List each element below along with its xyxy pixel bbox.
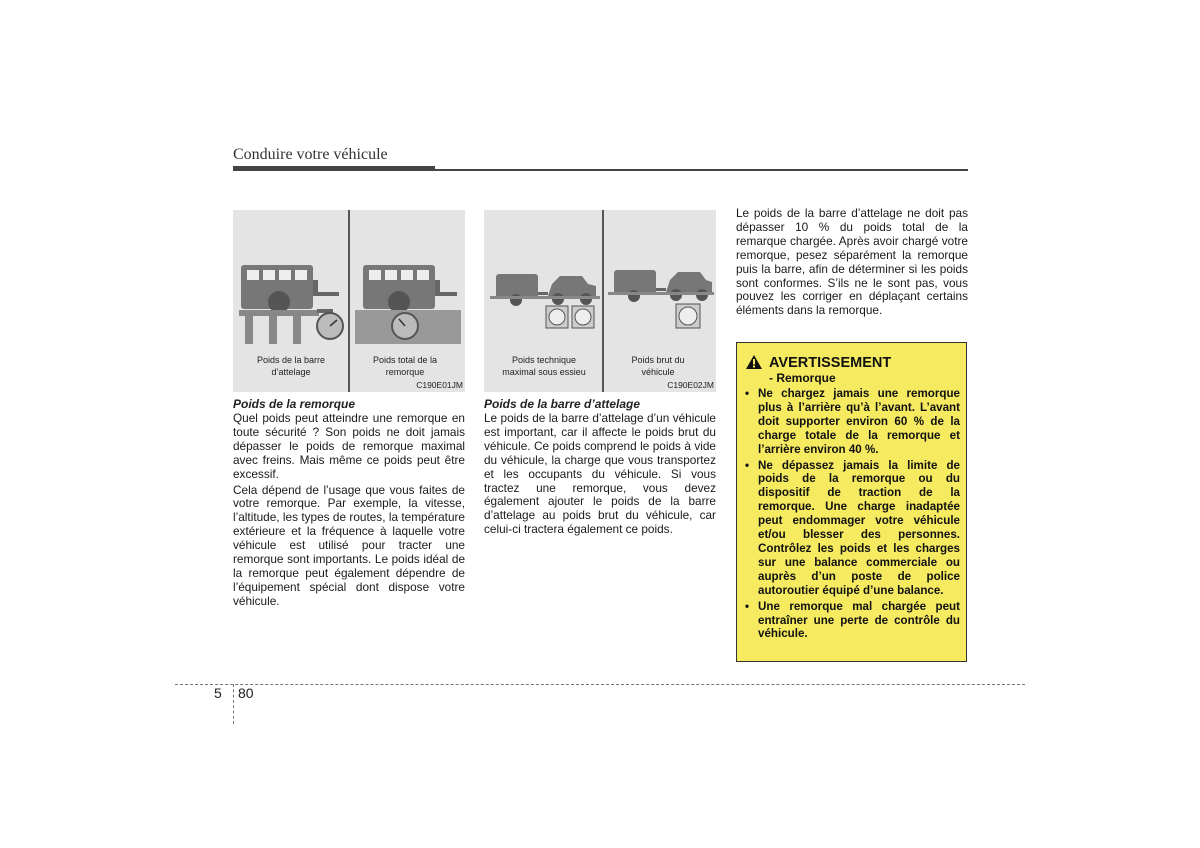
caption-gross-vehicle-weight: Poids brut du véhicule [631, 355, 685, 377]
car-right [666, 272, 712, 292]
body-text-column-1 [233, 412, 465, 611]
warning-title: AVERTISSEMENT [769, 355, 892, 371]
scale-front-axle [549, 309, 565, 325]
warning-triangle-icon [745, 354, 763, 370]
paragraph: Quel poids peut atteindre une remorque en toute sécurité ? Son poids ne doit jamais dépasser le poids de remorque maximal avec freins. Mais même ce poids peut être excessif. [233, 411, 465, 481]
paragraph: Cela dépend de l’usage que vous faites de votre remorque. Par exemple, la vitesse, l’altitude, les types de routes, la température extérieure et la fréquence à laquelle votre véhicule est utilisé pour tracter une remorque sont importants. Le poids idéal de la remorque peut également dépendre de l’équipement spécial dont dispose votre véhicule. [233, 482, 465, 608]
figure-code: C190E02JM [667, 380, 714, 390]
header-rule-thin [435, 169, 968, 171]
warning-subtitle: - Remorque [769, 371, 836, 385]
warning-item: • Une remorque mal chargée peut entraîner une perte de contrôle du véhicule. [744, 600, 960, 642]
header-rule-thick [233, 166, 435, 171]
body-text-column-3 [736, 207, 968, 320]
caption-total-trailer-weight: Poids total de la remorque [372, 355, 438, 377]
caption-axle-weight: Poids technique maximal sous essieu [502, 355, 586, 377]
figure-divider [602, 210, 604, 392]
warning-item: • Ne dépassez jamais la limite de poids de la remorque ou du dispositif de traction de la remorque. Une charge inadaptée peut endommager votre véhicule et/ou blesser des personnes. Contrôlez les poids et les charges sur une balance commerciale ou auprès d’un poste de police autoroutier équipé d’une balance. [744, 459, 960, 598]
page-number: 80 [238, 685, 254, 701]
paragraph: Le poids de la barre d’attelage ne doit pas dépasser 10 % du poids total de la remarque chargée. Après avoir chargé votre remorque, pesez séparément la remorque puis la barre, afin de déterminer si les poids sont conformes. S’ils ne le sont pas, vous pouvez les corriger en déplaçant certains éléments dans la remorque. [736, 206, 968, 318]
figure-divider [348, 210, 350, 392]
trailer-wheel-left [268, 291, 290, 313]
page-header-title: Conduire votre véhicule [233, 146, 388, 163]
body-text-column-2 [484, 412, 716, 539]
warning-item: • Ne chargez jamais une remorque plus à l’arrière qu’à l’avant. L’avant doit supporter environ 60 % de la charge totale de la remorque et l’arrière environ 40 %. [744, 387, 960, 457]
car-left [548, 276, 596, 296]
figure-trailer-weight [233, 210, 465, 392]
scale-rear-axle [575, 309, 591, 325]
chapter-number: 5 [214, 685, 222, 701]
figure-vehicle-weight [484, 210, 716, 392]
scale-gross-weight [679, 307, 697, 325]
footer-dashed-divider [233, 684, 234, 724]
caption-tongue-weight: Poids de la barre d’attelage [256, 355, 326, 377]
section-heading-tongue-weight: Poids de la barre d’attelage [484, 397, 641, 411]
section-heading-trailer-weight: Poids de la remorque [233, 397, 356, 411]
warning-box [736, 342, 967, 662]
paragraph: Le poids de la barre d’attelage d’un véhicule est important, car il affecte le poids brut du véhicule. Ce poids comprend le poids à vide du véhicule, la charge que vous transportez et les occupants du véhicule. Si vous tractez une remorque, vous devez également ajouter le poids de la barre d’attelage au poids brut du véhicule, car celui-ci tractera également ce poids. [484, 411, 716, 537]
trailer-wheel-right [388, 291, 410, 313]
figure-code: C190E01JM [416, 380, 463, 390]
warning-list [744, 387, 960, 643]
footer-dashed-rule [175, 684, 1025, 685]
